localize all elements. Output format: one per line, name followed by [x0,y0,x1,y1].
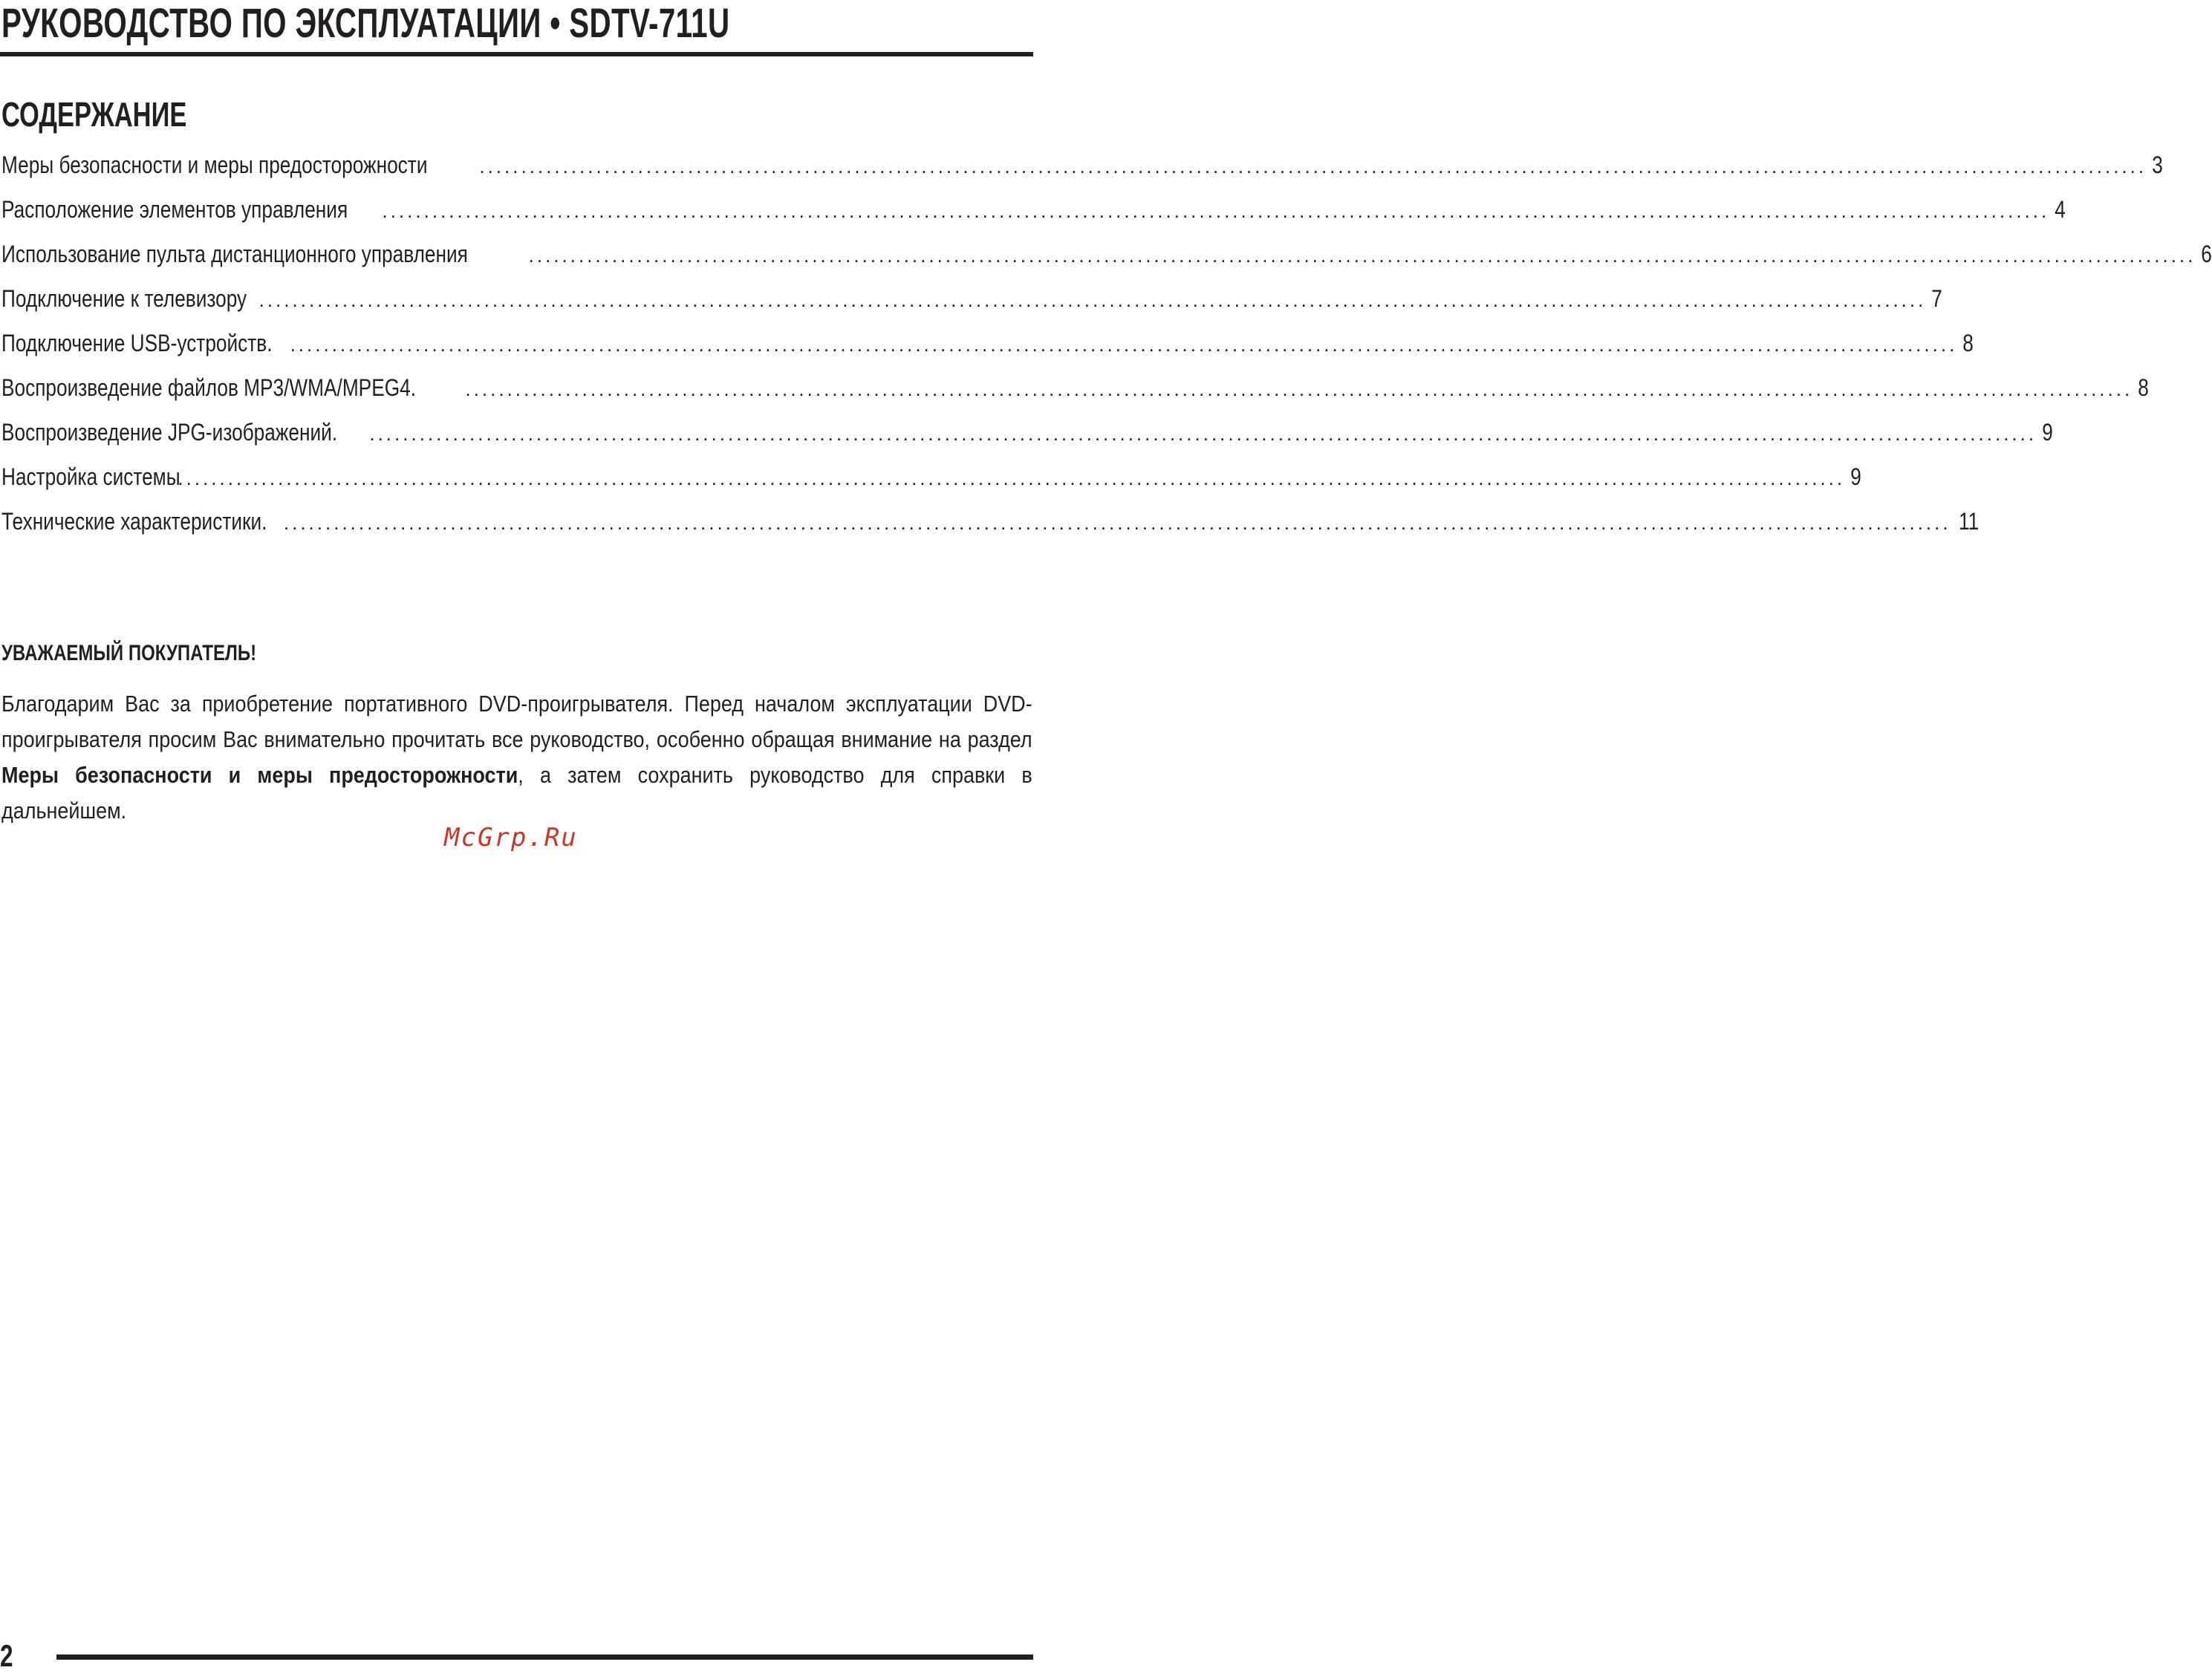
toc-entry-page: 7 [1931,285,1943,312]
greeting-text-end: , а затем сохранить руководство для справки в дальнейшем. [1,762,1032,824]
toc-leader-dots: ........................................................................................................................................................................................................ [528,244,2196,267]
toc-entry-label: Подключение к телевизору [1,285,247,312]
toc-entry-label: Подключение USB-устройств. [1,330,273,356]
toc-entry[interactable] [1,371,2149,416]
toc-entry-label: Меры безопасности и меры предосторожности [1,151,428,178]
toc-heading: СОДЕРЖАНИЕ [1,95,187,134]
toc-entry[interactable] [1,193,2066,238]
toc-entry-page: 6 [2201,241,2212,267]
greeting-text [1,686,1032,829]
toc-entry-page: 8 [1962,330,1974,356]
greeting-text-start: Благодарим Вас за приобретение портативного DVD-проигрывателя. Перед началом эксплуатации DVD-проигрывателя просим Вас внимательно прочитать все руководство, особенно обращая внимание на раздел [1,691,1032,752]
toc-entry[interactable] [1,460,1861,505]
toc-entry-label: Воспроизведение файлов MP3/WMA/MPEG4. [1,374,416,401]
greeting-text-bold: Меры безопасности и меры предосторожности [1,762,518,788]
toc-leader-dots: ........................................................................................................................................................................................................ [290,333,1958,356]
page-number: 2 [0,1638,13,1673]
toc-entry[interactable] [1,505,1979,550]
toc-entry[interactable] [1,238,2212,282]
toc-entry[interactable] [1,282,1943,327]
watermark-text: McGrp.Ru [444,823,578,852]
toc-entry-page: 9 [2042,419,2053,446]
manual-title: РУКОВОДСТВО ПО ЭКСПЛУАТАЦИИ • SDTV-711U [1,0,730,46]
toc-leader-dots: ........................................................................................................................................................................................................ [382,200,2050,222]
header-divider [0,52,1033,56]
toc-entry-label: Использование пульта дистанционного управления [1,241,468,267]
toc-leader-dots: ........................................................................................................................................................................................................ [283,512,1951,534]
toc-entry-page: 9 [1850,463,1861,490]
greeting-paragraph [1,686,1032,829]
toc-entry-label: Воспроизведение JPG-изображений. [1,419,338,446]
toc-leader-dots: ........................................................................................................................................................................................................ [178,467,1846,489]
greeting-heading: УВАЖАЕМЫЙ ПОКУПАТЕЛЬ! [1,641,257,665]
toc-leader-dots: ........................................................................................................................................................................................................ [479,155,2147,177]
toc-entry-page: 3 [2152,151,2163,178]
toc-entry-page: 11 [1958,508,1979,535]
toc-entry-label: Настройка системы [1,463,180,490]
toc-entry-page: 8 [2138,374,2149,401]
toc-entry-label: Технические характеристики. [1,508,267,535]
table-of-contents [1,149,2212,550]
toc-entry[interactable] [1,416,2053,460]
toc-entry-page: 4 [2055,196,2066,223]
toc-leader-dots: ........................................................................................................................................................................................................ [369,423,2037,445]
toc-leader-dots: ........................................................................................................................................................................................................ [465,378,2133,400]
toc-entry[interactable] [1,149,2163,193]
toc-entry[interactable] [1,327,1974,371]
toc-leader-dots: ........................................................................................................................................................................................................ [258,289,1927,311]
footer-divider [56,1654,1033,1660]
toc-entry-label: Расположение элементов управления [1,196,348,223]
